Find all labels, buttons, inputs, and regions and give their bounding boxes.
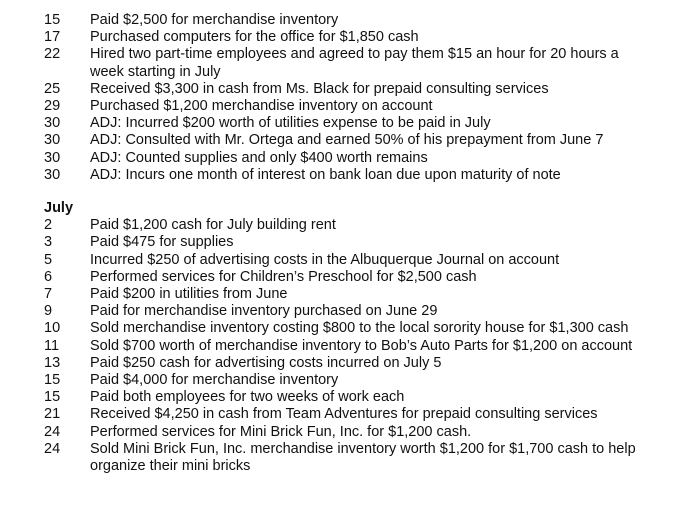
transaction-row	[0, 424, 700, 441]
transaction-row	[0, 98, 700, 115]
transaction-list	[0, 12, 700, 475]
transaction-description: Paid $250 cash for advertising costs incurred on July 5	[90, 354, 442, 371]
transaction-description: Hired two part-time employees and agreed to pay them $15 an hour for 20 hours a week starting in July	[90, 46, 619, 80]
transaction-day: 30	[44, 115, 61, 132]
transaction-day: 29	[44, 98, 61, 115]
transaction-day: 30	[44, 149, 61, 166]
transaction-day: 22	[44, 46, 61, 63]
transaction-row	[0, 320, 700, 337]
transaction-day: 6	[44, 268, 53, 285]
transaction-row	[0, 167, 700, 184]
transaction-row	[0, 115, 700, 132]
transaction-day: 5	[44, 251, 53, 268]
transaction-row	[0, 29, 700, 46]
transaction-description: ADJ: Counted supplies and only $400 worth remains	[90, 149, 428, 166]
transaction-row	[0, 81, 700, 98]
transaction-row	[0, 269, 700, 286]
transaction-description: Purchased computers for the office for $1,850 cash	[90, 29, 419, 46]
transaction-day: 30	[44, 166, 61, 183]
transaction-description: Sold Mini Brick Fun, Inc. merchandise inventory worth $1,200 for $1,700 cash to help organize their mini bricks	[90, 440, 636, 475]
transaction-day: 21	[44, 406, 61, 423]
transaction-description: Paid $200 in utilities from June	[90, 286, 288, 303]
transaction-row	[0, 303, 700, 320]
transaction-row	[0, 338, 700, 355]
transaction-row	[0, 150, 700, 167]
transaction-description: Paid for merchandise inventory purchased on June 29	[90, 303, 438, 320]
transaction-description: Performed services for Children’s Preschool for $2,500 cash	[90, 268, 477, 285]
transaction-description: ADJ: Consulted with Mr. Ortega and earned 50% of his prepayment from June 7	[90, 132, 604, 149]
transaction-day: 7	[44, 286, 53, 303]
transaction-day: 17	[44, 29, 61, 46]
transaction-row	[0, 234, 700, 251]
month-heading: July	[44, 200, 74, 217]
transaction-row	[0, 217, 700, 234]
transaction-description: Paid $4,000 for merchandise inventory	[90, 372, 339, 389]
transaction-day: 24	[44, 440, 61, 457]
transaction-row	[0, 12, 700, 29]
transaction-row	[0, 286, 700, 303]
transaction-day: 11	[44, 337, 60, 354]
transaction-description: ADJ: Incurred $200 worth of utilities expense to be paid in July	[90, 115, 491, 132]
transaction-day: 9	[44, 303, 53, 320]
transaction-row	[0, 389, 700, 406]
transaction-row	[0, 441, 700, 475]
transaction-description: Received $4,250 in cash from Team Adventures for prepaid consulting services	[90, 406, 598, 423]
transaction-description: Sold merchandise inventory costing $800 to the local sorority house for $1,300 cash	[90, 320, 629, 337]
transaction-day: 3	[44, 234, 53, 251]
transaction-day: 10	[44, 320, 61, 337]
transaction-row	[0, 406, 700, 423]
transaction-description: Incurred $250 of advertising costs in the Albuquerque Journal on account	[90, 251, 560, 268]
transaction-day: 2	[44, 217, 53, 234]
transaction-day: 15	[44, 389, 61, 406]
transaction-description: Performed services for Mini Brick Fun, Inc. for $1,200 cash.	[90, 423, 472, 440]
transaction-day: 24	[44, 423, 61, 440]
transaction-row	[0, 46, 700, 80]
transaction-description: ADJ: Incurs one month of interest on bank loan due upon maturity of note	[90, 166, 561, 183]
transaction-description: Sold $700 worth of merchandise inventory to Bob’s Auto Parts for $1,200 on account	[90, 337, 633, 354]
transaction-row	[0, 355, 700, 372]
transaction-day: 25	[44, 80, 61, 97]
transaction-day: 30	[44, 132, 61, 149]
transaction-row	[0, 132, 700, 149]
transaction-description: Received $3,300 in cash from Ms. Black for prepaid consulting services	[90, 80, 549, 97]
transaction-description: Purchased $1,200 merchandise inventory on account	[90, 98, 433, 115]
transaction-row	[0, 252, 700, 269]
transaction-day: 15	[44, 12, 61, 28]
transaction-description: Paid both employees for two weeks of work each	[90, 389, 405, 406]
transaction-description: Paid $1,200 cash for July building rent	[90, 217, 336, 234]
transaction-description: Paid $475 for supplies	[90, 234, 234, 251]
transaction-row	[0, 372, 700, 389]
transaction-day: 13	[44, 354, 61, 371]
transaction-day: 15	[44, 372, 61, 389]
transaction-description: Paid $2,500 for merchandise inventory	[90, 12, 339, 28]
